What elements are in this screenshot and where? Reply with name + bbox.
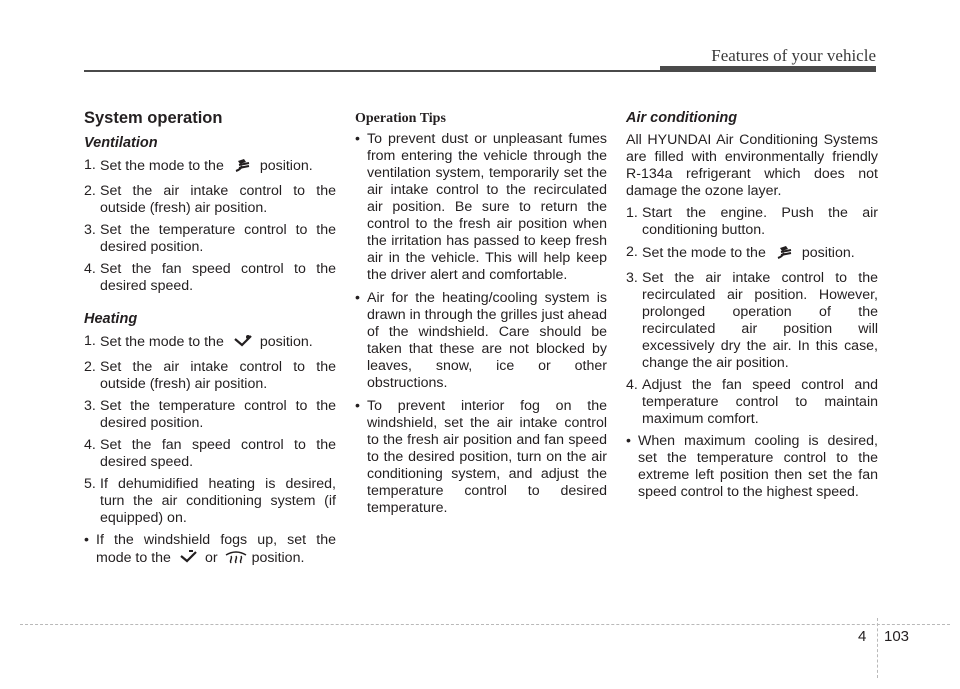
ac-step xyxy=(626,244,878,265)
tip-bullet xyxy=(355,290,607,392)
operation-tips-heading: Operation Tips xyxy=(355,111,446,126)
step-text: Set the temperature control to the desired position. xyxy=(100,398,336,431)
footer-rule xyxy=(20,624,950,625)
heating-step xyxy=(84,398,336,432)
floor-defrost-mode-icon xyxy=(177,549,201,570)
tip-text: Air for the heating/cooling system is drawn in through the grilles just ahead of the windshield. Care should be taken that these are not blocked by leaves, snow, ice or other obstructions. xyxy=(367,290,607,391)
step-text: Set the air intake control to the recirculated air position. However, prolonged operation of the recirculated air position will excessively dry the air. In this case, change the air position. xyxy=(642,270,878,371)
section-number: 4 xyxy=(858,628,867,645)
step-number: 4. xyxy=(84,437,96,453)
step-number: 2. xyxy=(626,244,638,260)
footer-divider xyxy=(877,618,878,678)
ac-intro: All HYUNDAI Air Conditioning Systems are filled with environmentally friendly R-134a refrigerant which does not damage the ozone layer. xyxy=(626,132,878,199)
step-number: 3. xyxy=(84,222,96,238)
step-text-end: position. xyxy=(801,245,855,261)
running-header: Features of your vehicle xyxy=(711,46,876,65)
step-number: 3. xyxy=(626,270,638,286)
bullet-icon: • xyxy=(84,532,89,548)
bullet-icon: • xyxy=(355,131,360,147)
step-text-end: position. xyxy=(259,158,313,174)
step-text: Set the air intake control to the outside (fresh) air position. xyxy=(100,183,336,216)
ventilation-step xyxy=(84,157,336,178)
step-text: Set the mode to the xyxy=(100,334,224,350)
ac-step xyxy=(626,270,878,372)
column-3 xyxy=(626,110,878,507)
header-rule xyxy=(84,70,660,72)
step-text: Set the fan speed control to the desired speed. xyxy=(100,261,336,294)
ac-bullet xyxy=(626,433,878,501)
bullet-text: When maximum cooling is desired, set the temperature control to the extreme left position then set the fan speed control to the highest speed. xyxy=(638,433,878,500)
step-text-end: position. xyxy=(259,334,313,350)
page-number: 103 xyxy=(884,628,910,645)
step-number: 2. xyxy=(84,183,96,199)
ventilation-step xyxy=(84,222,336,256)
bullet-text-or: or xyxy=(204,550,218,566)
ventilation-heading: Ventilation xyxy=(84,135,158,151)
ventilation-step xyxy=(84,261,336,295)
step-number: 1. xyxy=(626,205,638,221)
column-2 xyxy=(355,110,607,523)
tip-text: To prevent dust or unpleasant fumes from entering the vehicle through the ventilation system, temporarily set the air intake control to the recirculated air position. Be sure to return the control to the fresh air position when the irritation has passed to keep fresh air in the vehicle. This will help keep the driver alert and comfortable. xyxy=(367,131,607,283)
step-text: Start the engine. Push the air conditioning button. xyxy=(642,205,878,238)
bullet-icon: • xyxy=(355,398,360,414)
air-conditioning-heading: Air conditioning xyxy=(626,110,738,126)
step-number: 5. xyxy=(84,476,96,492)
section-heading: System operation xyxy=(84,109,223,127)
ventilation-step xyxy=(84,183,336,217)
step-text: If dehumidified heating is desired, turn the air conditioning system (if equipped) on. xyxy=(100,476,336,526)
face-vent-mode-icon xyxy=(230,157,256,178)
tip-bullet xyxy=(355,131,607,284)
heating-step xyxy=(84,359,336,393)
windshield-defrost-icon xyxy=(224,549,248,570)
step-text: Adjust the fan speed control and temperature control to maintain maximum comfort. xyxy=(642,377,878,427)
ac-step xyxy=(626,377,878,428)
step-number: 4. xyxy=(626,377,638,393)
bullet-icon: • xyxy=(355,290,360,306)
heating-bullet xyxy=(84,532,336,570)
heating-step xyxy=(84,476,336,527)
step-text: Set the air intake control to the outside (fresh) air position. xyxy=(100,359,336,392)
step-text: Set the mode to the xyxy=(100,158,224,174)
header-bar xyxy=(660,66,876,72)
column-1 xyxy=(84,110,336,576)
step-number: 1. xyxy=(84,157,96,173)
step-number: 4. xyxy=(84,261,96,277)
tip-bullet xyxy=(355,398,607,517)
ac-step xyxy=(626,205,878,239)
step-text: Set the temperature control to the desired position. xyxy=(100,222,336,255)
bullet-icon: • xyxy=(626,433,631,449)
tip-text: To prevent interior fog on the windshield, set the air intake control to the fresh air position and fan speed to the desired position, turn on the air conditioning system, and adjust the temperature control to desired temperature. xyxy=(367,398,607,516)
bullet-text-end: position. xyxy=(251,550,305,566)
floor-mode-icon xyxy=(230,333,256,354)
heating-heading: Heating xyxy=(84,311,138,327)
step-number: 1. xyxy=(84,333,96,349)
step-number: 3. xyxy=(84,398,96,414)
bullet-text: If the windshield fogs up, set the mode to the xyxy=(96,532,336,566)
heating-step xyxy=(84,333,336,354)
step-text: Set the fan speed control to the desired speed. xyxy=(100,437,336,470)
step-number: 2. xyxy=(84,359,96,375)
step-text: Set the mode to the xyxy=(642,245,766,261)
face-vent-mode-icon xyxy=(772,244,798,265)
heating-step xyxy=(84,437,336,471)
